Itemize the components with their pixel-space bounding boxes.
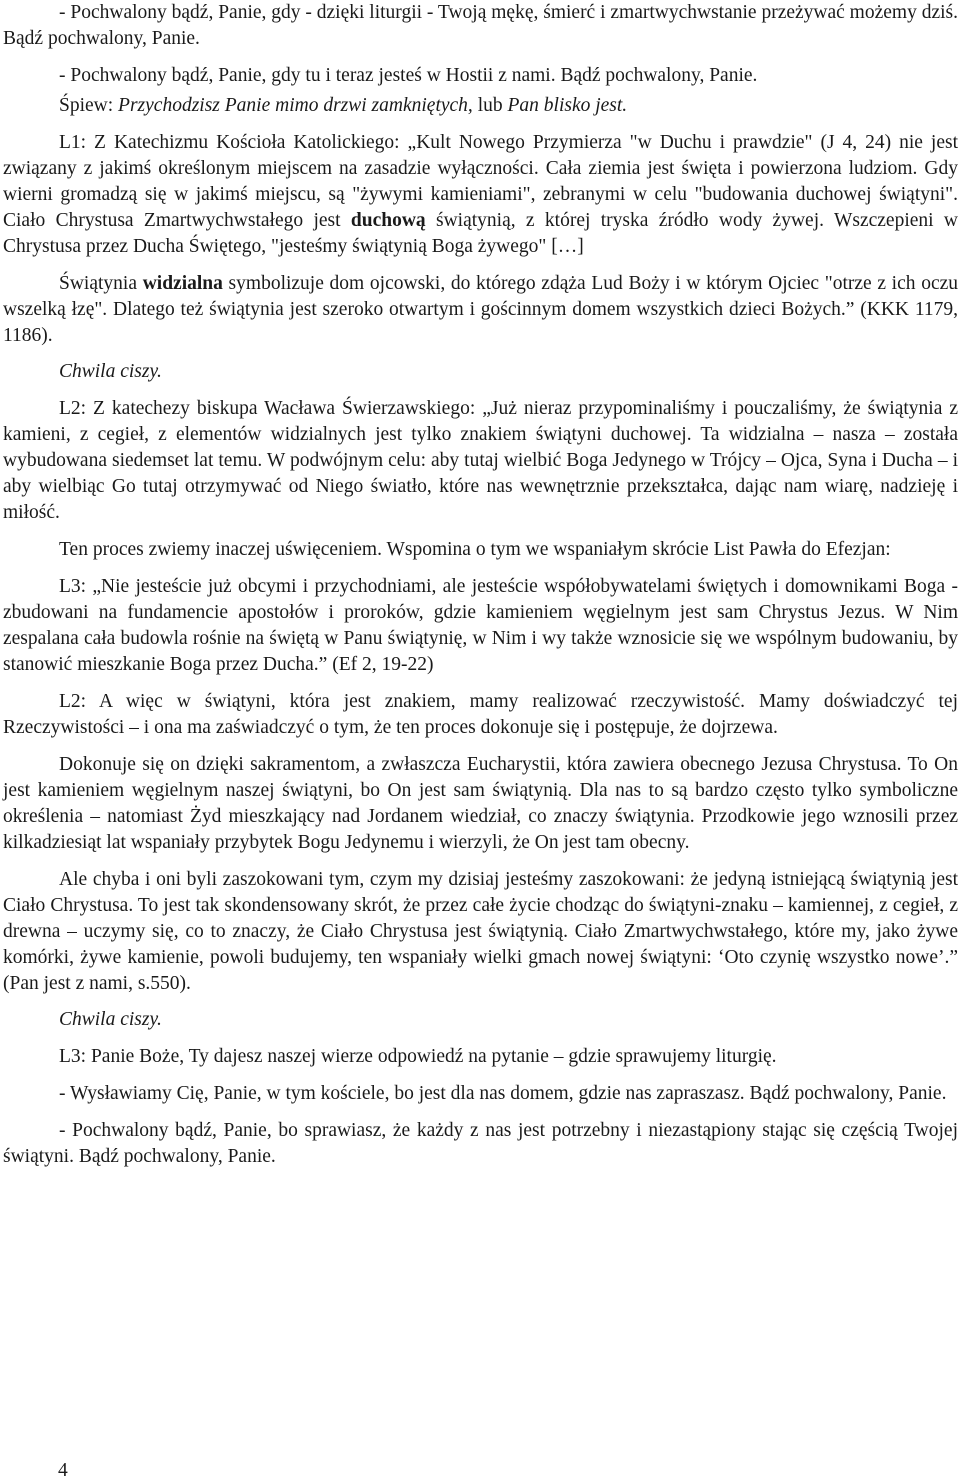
paragraph-l3-liturgia: L3: Panie Boże, Ty dajesz naszej wierze odpowiedź na pytanie – gdzie sprawujemy liturgię. [59,1046,777,1067]
paragraph-l2-rzeczywistosc: L2: A więc w świątyni, która jest znakiem, mamy realizować rzeczywistość. Mamy doświadczyć tej Rzeczywistości – i ona ma zaświadczyć o tym, że ten proces dokonuje się i postępuje, że dojrzewa. [3,691,958,738]
document-page [3,0,958,1170]
silence-note-1: Chwila ciszy. [59,361,162,382]
paragraph-dokonuje: Dokonuje się on dzięki sakramentom, a zwłaszcza Eucharystii, która zawiera obecnego Jezusa Chrystusa. To On jest kamieniem węgielnym naszej świątyni, bo On jest sam świątynią. Dla nas to są bardzo często tylko symboliczne określenia – natomiast Żyd mieszkający nad Jordanem wiedział, co znaczy świątynia. Przodkowie jego wznosili przez kilkadziesiąt lat wspaniały przybytek Bogu Jedynemu i wierzyli, że On jest tam obecny. [3,754,958,853]
song-line: Śpiew: Przychodzisz Panie mimo drzwi zamkniętych, lub Pan blisko jest. [59,95,628,116]
paragraph-l2-katecheza: L2: Z katechezy biskupa Wacława Świerzawskiego: „Już nieraz przypominaliśmy i pouczaliśmy, że świątynia z kamieni, z cegieł, z elementów widzialnych jest tylko znakiem świątyni duchowej. Ta widzialna – nasza – została wybudowana siedemset lat temu. W podwójnym celu: aby tutaj wielbić Boga Jedynego w Trójcy – Ojca, Syna i Ducha – i aby wielbiąc Go tutaj otrzymywać od Niego światło, które nas wewnętrznie przekształca, dając nam wiarę, nadzieję i miłość. [3,398,958,523]
paragraph-l1-widzialna: Świątynia widzialna symbolizuje dom ojcowski, do którego zdąża Lud Boży i w którym Ojciec "otrze z ich oczu wszelką łzę". Dlatego też świątynia jest szeroko otwartym i gościnnym domem wszystkich dzieci Bożych.” (KKK 1179, 1186). [3,273,959,346]
paragraph-l3-efezjan: L3: „Nie jesteście już obcymi i przychodniami, ale jesteście współobywatelami świętych i domownikami Boga - zbudowani na fundamencie apostołów i proroków, gdzie kamieniem węgielnym jest sam Chrystus Jezus. W Nim zespalana cała budowla rośnie na świętą w Panu świątynię, w Nim i wy także wznosicie się we wspólnym budowaniu, by stanowić mieszkanie Boga przez Ducha.” (Ef 2, 19-22) [3,576,958,675]
silence-note-2: Chwila ciszy. [59,1009,162,1030]
paragraph-l1-katechizm: L1: Z Katechizmu Kościoła Katolickiego: „Kult Nowego Przymierza "w Duchu i prawdzie" (J 4, 24) nie jest związany z jakimś określonym miejscem na zasadzie wyłączności. Cała ziemia jest święta i powierzona ludziom. Gdy wierni gromadzą się w jakimś miejscu, są "żywymi kamieniami", zebranymi w celu "budowania duchowej świątyni". Ciało Chrystusa Zmartwychwstałego jest duchową świątynią, z której tryska źródło wody żywej. Wszczepieni w Chrystusa przez Ducha Świętego, "jesteśmy świątynią Boga żywego" […] [3,132,958,257]
page-number: 4 [58,1460,68,1481]
paragraph-praise-1: - Pochwalony bądź, Panie, gdy - dzięki liturgii - Twoją mękę, śmierć i zmartwychwstanie przeżywać możemy dziś. Bądź pochwalony, Panie. [3,2,958,49]
paragraph-zaszokowani: Ale chyba i oni byli zaszokowani tym, czym my dzisiaj jesteśmy zaszokowani: że jedyną istniejącą świątynią jest Ciało Chrystusa. To jest tak skondensowany skrót, że przez całe życie chodząc do świątyni-znaku – kamiennej, z cegieł, z drewna – uczymy się, co to znaczy, że Ciało Chrystusa jest świątynią. Ciało Zmartwychwstałego, które my, jako żywe komórki, żywe kamienie, powoli budujemy, ten wspaniały wielki gmach nowej świątyni: ‘Oto czynię wszystko nowe’.” (Pan jest z nami, s.550). [3,869,958,994]
paragraph-praise-2: - Pochwalony bądź, Panie, gdy tu i teraz jesteś w Hostii z nami. Bądź pochwalony, Panie. [59,65,758,86]
paragraph-wyslawiamy: - Wysławiamy Cię, Panie, w tym kościele, bo jest dla nas domem, gdzie nas zapraszasz. Bądź pochwalony, Panie. [59,1083,947,1104]
paragraph-praise-3: - Pochwalony bądź, Panie, bo sprawiasz, że każdy z nas jest potrzebny i niezastąpiony stając się częścią Twojej świątyni. Bądź pochwalony, Panie. [3,1120,958,1167]
paragraph-l2-proces: Ten proces zwiemy inaczej uświęceniem. Wspomina o tym we wspaniałym skrócie List Pawła do Efezjan: [59,539,891,560]
